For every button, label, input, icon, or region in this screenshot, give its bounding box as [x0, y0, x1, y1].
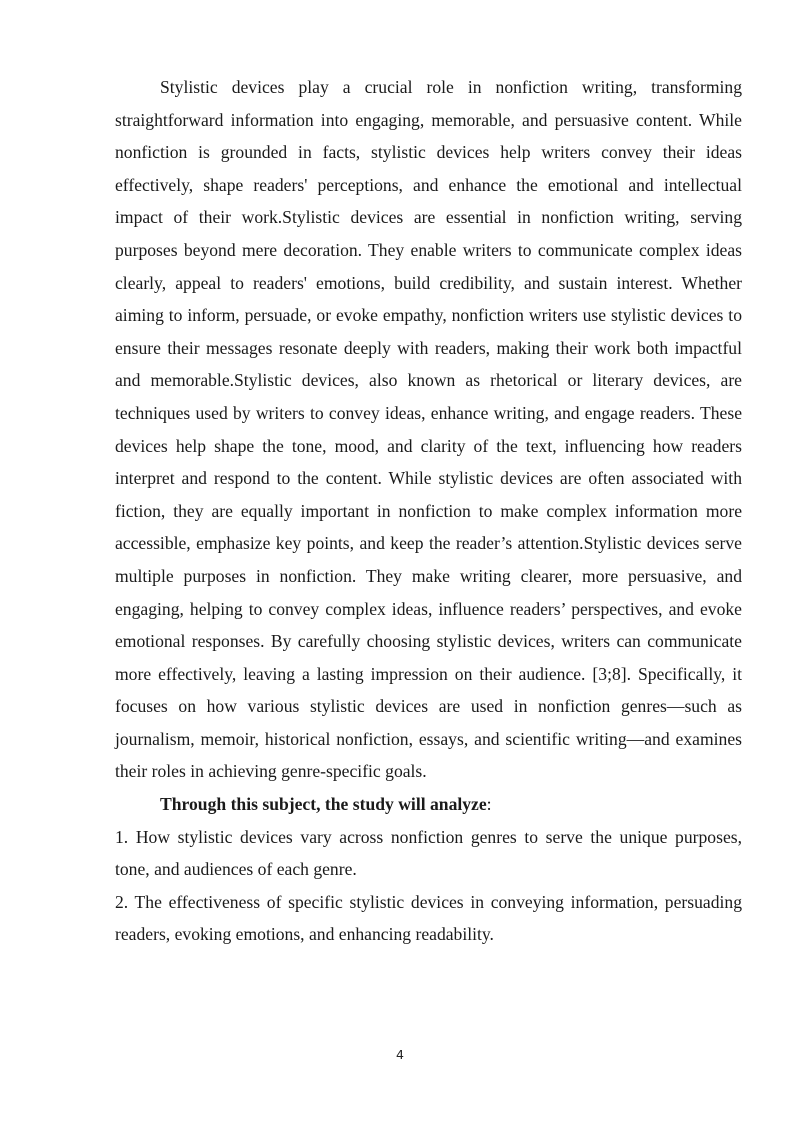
section-heading-colon: : [486, 794, 492, 815]
section-heading [115, 788, 742, 821]
document-body [115, 71, 742, 951]
section-heading-bold: Through this subject, the study will analyze [160, 794, 487, 815]
numbered-item-1: 1. How stylistic devices vary across nonfiction genres to serve the unique purposes, tone, and audiences of each genre. [115, 826, 742, 880]
numbered-item-2: 2. The effectiveness of specific stylistic devices in conveying information, persuading readers, evoking emotions, and enhancing readability. [115, 891, 742, 945]
body-paragraph: Stylistic devices play a crucial role in nonfiction writing, transforming straightforward information into engaging, memorable, and persuasive content. While nonfiction is grounded in facts, stylistic devices help writers convey their ideas effectively, shape readers' perceptions, and enhance the emotional and intellectual impact of their work.Stylistic devices are essential in nonfiction writing, serving purposes beyond mere decoration. They enable writers to communicate complex ideas clearly, appeal to readers' emotions, build credibility, and sustain interest. Whether aiming to inform, persuade, or evoke empathy, nonfiction writers use stylistic devices to ensure their messages resonate deeply with readers, making their work both impactful and memorable.Stylistic devices, also known as rhetorical or literary devices, are techniques used by writers to convey ideas, enhance writing, and engage readers. These devices help shape the tone, mood, and clarity of the text, influencing how readers interpret and respond to the content. While stylistic devices are often associated with fiction, they are equally important in nonfiction to make complex information more accessible, emphasize key points, and keep the reader’s attention.Stylistic devices serve multiple purposes in nonfiction. They make writing clearer, more persuasive, and engaging, helping to convey complex ideas, influence readers’ perspectives, and evoke emotional responses. By carefully choosing stylistic devices, writers can communicate more effectively, leaving a lasting impression on their audience. [3;8]. Specifically, it focuses on how various stylistic devices are used in nonfiction genres—such as journalism, memoir, historical nonfiction, essays, and scientific writing—and examines their roles in achieving genre-specific goals. [115, 77, 742, 782]
page-number: 4 [396, 1047, 404, 1062]
